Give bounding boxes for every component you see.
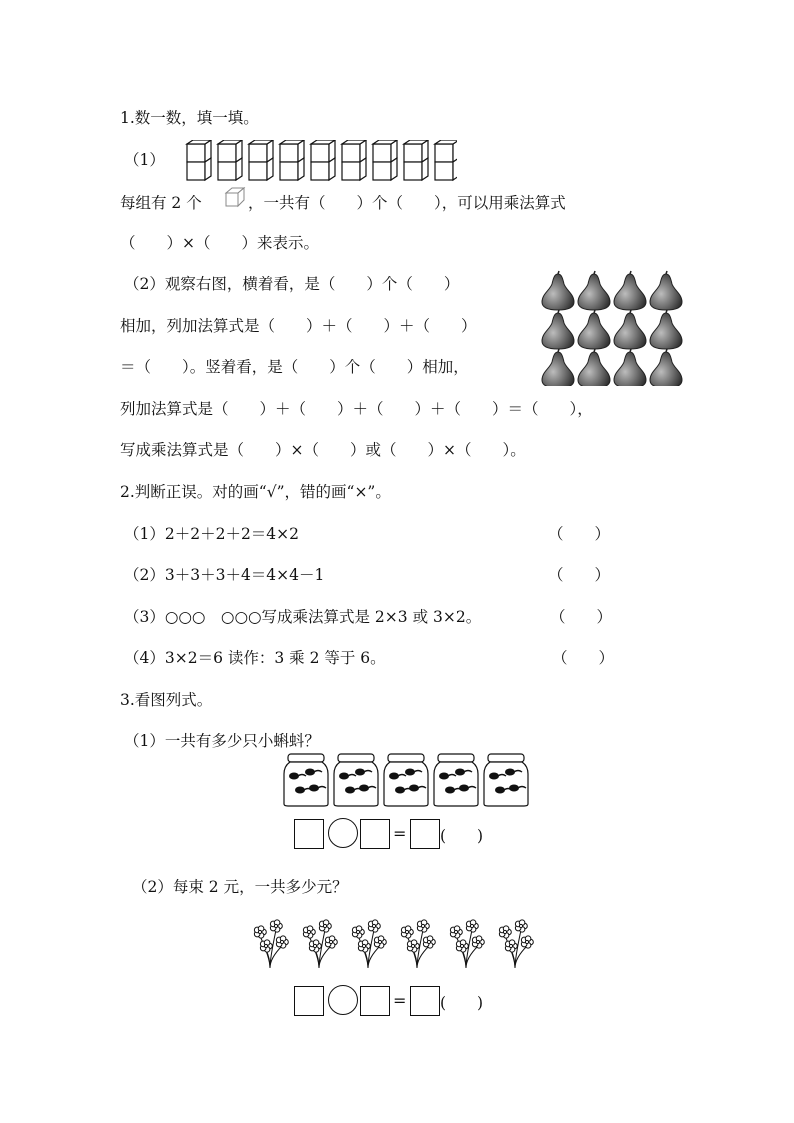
q2-item-4-blank[interactable]: （ ） xyxy=(552,649,615,667)
flower-bunch-icon xyxy=(450,920,484,968)
equals-sign: = xyxy=(393,991,407,1010)
flower-bunch-icon xyxy=(499,920,533,968)
q1-part1-line2: （ ）×（ ）来表示。 xyxy=(120,234,319,252)
cube-groups-figure xyxy=(185,140,457,182)
equals-sign: = xyxy=(393,824,407,843)
unit-blank[interactable]: ( ) xyxy=(440,994,484,1012)
small-cube-icon xyxy=(224,186,246,208)
cube-pair-icon xyxy=(187,140,211,180)
flower-bunch-icon xyxy=(254,920,288,968)
q2-item-2: （2）3＋3＋3＋4＝4×4－1 xyxy=(124,566,325,584)
equation-row-2 xyxy=(294,984,524,1018)
tadpole-jar-icon xyxy=(284,754,328,806)
unit-blank[interactable]: ( ) xyxy=(440,827,484,845)
equation-circle-operator[interactable] xyxy=(328,818,358,848)
pear-icon xyxy=(542,310,574,349)
equation-box-factor-2[interactable] xyxy=(360,986,390,1016)
cube-pair-icon xyxy=(435,140,457,180)
q1-part2-line2: 相加，列加法算式是（ ）＋（ ）＋（ ） xyxy=(120,317,477,335)
tadpole-jar-icon xyxy=(384,754,428,806)
q3-heading: 3.看图列式。 xyxy=(120,691,213,709)
q2-item-1-blank[interactable]: （ ） xyxy=(548,525,611,543)
tadpole-jar-icon xyxy=(434,754,478,806)
q1-part2-line3: ＝（ ）。竖着看，是（ ）个（ ）相加， xyxy=(120,358,469,376)
pear-icon xyxy=(578,349,610,386)
cube-pair-icon xyxy=(342,140,366,180)
cube-pair-icon xyxy=(280,140,304,180)
cube-pair-icon xyxy=(311,140,335,180)
flower-bunch-icon xyxy=(401,920,435,968)
pear-icon xyxy=(614,310,646,349)
equation-box-factor-1[interactable] xyxy=(294,986,324,1016)
equation-circle-operator[interactable] xyxy=(328,985,358,1015)
q1-heading: 1.数一数，填一填。 xyxy=(120,109,259,127)
tadpole-jar-icon xyxy=(334,754,378,806)
cube-pair-icon xyxy=(373,140,397,180)
pear-icon xyxy=(650,349,682,386)
tadpole-jars-figure xyxy=(282,752,532,808)
pear-icon xyxy=(650,310,682,349)
q2-item-2-blank[interactable]: （ ） xyxy=(548,566,611,584)
pear-icon xyxy=(578,310,610,349)
q1-part2-line1: （2）观察右图，横着看，是（ ）个（ ） xyxy=(124,275,460,293)
q1-part2-line5: 写成乘法算式是（ ）×（ ）或（ ）×（ ）。 xyxy=(120,441,526,459)
q2-item-3-blank[interactable]: （ ） xyxy=(550,608,613,626)
tadpole-jar-icon xyxy=(484,754,528,806)
equation-box-result[interactable] xyxy=(410,819,440,849)
cube-pair-icon xyxy=(249,140,273,180)
cube-pair-icon xyxy=(404,140,428,180)
pear-icon xyxy=(614,271,646,310)
pear-icon xyxy=(578,271,610,310)
equation-box-factor-2[interactable] xyxy=(360,819,390,849)
pear-icon xyxy=(614,349,646,386)
q1-part1-label: （1） xyxy=(124,151,165,169)
q2-item-3: （3）○○○ ○○○写成乘法算式是 2×3 或 3×2。 xyxy=(124,608,482,626)
equation-box-factor-1[interactable] xyxy=(294,819,324,849)
q1-part1-line1b: ，一共有（ ）个（ ），可以用乘法算式 xyxy=(248,194,566,212)
flower-bunch-icon xyxy=(303,920,337,968)
q1-part2-line4: 列加法算式是（ ）＋（ ）＋（ ）＋（ ）＝（ ）， xyxy=(120,400,593,418)
q2-item-1: （1）2＋2＋2＋2＝4×2 xyxy=(124,525,300,543)
q3-part1-title: （1）一共有多少只小蝌蚪？ xyxy=(124,732,320,750)
flower-bunches-figure xyxy=(250,918,540,970)
q2-item-4: （4）3×2＝6 读作：3 乘 2 等于 6。 xyxy=(124,649,386,667)
flower-bunch-icon xyxy=(352,920,386,968)
equation-row-1 xyxy=(294,817,524,851)
pear-icon xyxy=(542,349,574,386)
q3-part2-title: （2）每束 2 元，一共多少元？ xyxy=(132,878,348,896)
pear-icon xyxy=(542,271,574,310)
q2-heading: 2.判断正误。对的画“√”，错的画“×”。 xyxy=(120,483,391,501)
pear-grid-figure xyxy=(540,270,686,386)
pear-icon xyxy=(650,271,682,310)
equation-box-result[interactable] xyxy=(410,986,440,1016)
cube-pair-icon xyxy=(218,140,242,180)
q1-part1-line1a: 每组有 2 个 xyxy=(120,194,202,212)
